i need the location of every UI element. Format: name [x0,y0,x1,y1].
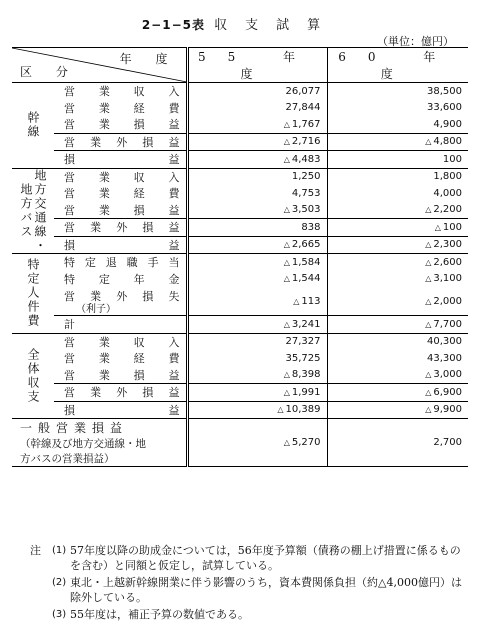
table-row [12,316,468,334]
negative-mark: △ [425,257,432,267]
table-row [12,236,468,254]
value: 43,300 [427,352,462,364]
item-label: 営 業 収 入 [64,335,180,349]
item-cell [54,116,187,133]
value-cell [327,100,468,117]
item-cell [54,100,187,117]
negative-mark: △ [425,240,432,250]
value-cell [187,168,327,185]
negative-mark: △ [425,319,432,329]
item-label: 営 業 経 費 [64,187,180,201]
table-row [12,116,468,133]
negative-mark: △ [283,205,290,215]
value-cell [187,333,327,350]
value: 2,700 [433,437,462,448]
item-cell [54,333,187,350]
value: 3,503 [291,204,321,216]
value-cell [187,401,327,419]
value: 1,250 [291,171,321,183]
value-cell [187,350,327,367]
section-text: 全体収支 [26,347,40,404]
value: 100 [442,221,462,233]
note-text: 57年度以降の助成金については，56年度予算額（債務の棚上げ措置に係るものを含む）と同額と仮定し，試算している。 [70,544,461,572]
section-text: 特定人件費 [26,258,40,329]
value-cell [187,202,327,219]
value: 113 [301,295,321,307]
item-label: 営 業 損 益 [64,368,180,382]
note-3 [30,607,470,622]
item-cell [54,401,187,419]
value: 10,389 [285,404,321,416]
value-cell [327,116,468,133]
item-cell [54,271,187,288]
value-cell [187,384,327,402]
value-cell [187,236,327,254]
header-corner [12,48,187,83]
value-cell [187,151,327,169]
value: 2,600 [433,256,462,268]
negative-mark: △ [283,438,290,447]
negative-mark: △ [283,154,290,164]
value-cell [187,219,327,237]
value-cell [187,287,327,316]
value: 4,000 [433,187,462,199]
item-label: 特 定 年 金 [64,272,180,286]
negative-mark: △ [283,137,290,147]
item-cell [54,367,187,384]
header-section-label: 区 分 [20,65,78,79]
table-row [12,168,468,185]
header-year-label: 年 度 [119,52,178,66]
value: 38,500 [427,85,462,97]
negative-mark: △ [283,387,290,397]
section-text: 地方交通線・地方バス [19,168,47,253]
value: 26,077 [285,85,321,97]
budget-table [12,47,468,467]
negative-mark: △ [283,274,290,284]
table-row [12,219,468,237]
value-cell [327,384,468,402]
value: 2,716 [291,136,321,148]
value: 4,800 [433,136,462,148]
section-label [12,333,54,419]
value: 1,584 [291,256,321,268]
value-cell [327,419,468,467]
item-label: 営 業 外 損 失 [64,289,180,303]
unit-label: （単位：億円） [377,35,454,48]
item-label: 損 益 [64,238,180,252]
item-label: 営 業 損 益 [64,203,180,217]
table-row [12,287,468,316]
value-cell [187,100,327,117]
note-1 [30,543,470,573]
item-label: 営 業 外 損 益 [64,135,180,149]
value-cell [187,419,327,467]
table-number: 2−1−5表 [141,18,205,32]
item-label: 損 益 [64,403,180,417]
header-col-55: 55 年 度 [187,48,327,83]
item-cell [54,236,187,254]
negative-mark: △ [434,222,441,232]
value-cell [187,254,327,271]
general-sub: 方バスの営業損益） [20,453,115,465]
item-cell [54,202,187,219]
item-label: 損 益 [64,153,180,167]
value: 100 [442,153,462,165]
value-cell [327,133,468,151]
value: 2,300 [433,239,462,251]
value-cell [327,83,468,100]
item-cell [54,168,187,185]
value: 8,398 [291,369,321,381]
negative-mark: △ [425,387,432,397]
table-title [0,14,480,33]
negative-mark: △ [425,370,432,380]
value-cell [327,168,468,185]
negative-mark: △ [283,370,290,380]
value: 4,900 [433,118,462,130]
item-cell [54,151,187,169]
value: 4,753 [291,187,321,199]
item-label: 営 業 収 入 [64,170,180,184]
table-row [12,202,468,219]
value-cell [187,83,327,100]
value-cell [327,151,468,169]
value-cell [187,185,327,202]
item-label: 営 業 損 益 [64,118,180,132]
general-title: 一般営業損益 [20,421,129,435]
value-cell [327,236,468,254]
value-cell [327,333,468,350]
value-cell [327,350,468,367]
value-cell [327,219,468,237]
negative-mark: △ [283,319,290,329]
value: 2,200 [433,204,462,216]
value: 3,241 [291,318,321,330]
value-cell [187,271,327,288]
value-cell [327,287,468,316]
note-text: 東北・上越新幹線開業に伴う影響のうち，資本費関係負担（約△4,000億円）は除外している。 [70,576,462,604]
item-label: 営 業 経 費 [64,352,180,366]
value: 1,800 [433,171,462,183]
item-cell [54,219,187,237]
negative-mark: △ [293,296,300,306]
section-label [12,168,54,254]
header-col-60: 60 年 度 [327,48,468,83]
item-cell [54,254,187,271]
table-row [12,100,468,117]
value: 3,000 [433,369,462,381]
negative-mark: △ [425,274,432,284]
value: 1,767 [291,118,321,130]
table-row [12,151,468,169]
value: 6,900 [433,386,462,398]
negative-mark: △ [425,137,432,147]
value: 33,600 [427,102,462,114]
note-mark: 注 [30,544,41,557]
item-label: 営 業 収 入 [64,85,180,99]
value: 9,900 [433,404,462,416]
value: 27,327 [285,336,321,348]
table-row [12,254,468,271]
value: 1,991 [291,386,321,398]
table-row [12,384,468,402]
item-label: 計 [64,318,75,332]
value-cell [327,316,468,334]
value-cell [327,367,468,384]
value: 27,844 [285,102,321,114]
value-cell [187,133,327,151]
table-row [12,83,468,100]
table-row [12,333,468,350]
item-sub: （利子） [76,303,116,315]
value-cell [187,367,327,384]
item-cell [54,350,187,367]
table-row [12,185,468,202]
negative-mark: △ [425,205,432,215]
value: 35,725 [285,352,321,364]
item-cell [54,287,187,316]
value-cell [327,202,468,219]
note-text: 55年度は，補正予算の数値である。 [70,608,249,621]
item-cell [54,185,187,202]
value: 4,483 [291,153,321,165]
negative-mark: △ [283,240,290,250]
item-label: 営 業 経 費 [64,101,180,115]
item-cell [54,83,187,100]
section-label [12,83,54,169]
note-label: (2) [52,577,67,588]
value-cell [327,401,468,419]
table-row-general [12,419,468,467]
note-label: (3) [52,609,67,620]
negative-mark: △ [283,257,290,267]
table-name: 収支試算 [214,18,339,33]
negative-mark: △ [277,405,284,415]
value-cell [187,116,327,133]
value: 2,000 [433,295,462,307]
general-label [12,419,187,467]
value: 5,270 [291,437,321,448]
value-cell [327,254,468,271]
table-row [12,271,468,288]
note-2 [30,575,470,605]
item-cell [54,133,187,151]
section-label [12,254,54,334]
notes [30,543,470,624]
item-label: 営 業 外 損 益 [64,221,180,235]
general-sub: （幹線及び地方交通線・地 [20,438,146,450]
item-label: 営 業 外 損 益 [64,386,180,400]
value: 1,544 [291,273,321,285]
value: 7,700 [433,318,462,330]
value: 838 [301,221,321,233]
negative-mark: △ [425,405,432,415]
value: 3,100 [433,273,462,285]
value: 40,300 [427,336,462,348]
table-body [12,83,468,467]
item-label: 特 定 退 職 手 当 [64,256,180,270]
table-row [12,367,468,384]
negative-mark: △ [425,296,432,306]
item-cell [54,384,187,402]
value-cell [327,185,468,202]
section-text: 幹線 [26,111,40,140]
table-row [12,133,468,151]
value: 2,665 [291,239,321,251]
item-cell [54,316,187,334]
value-cell [187,316,327,334]
table-row [12,350,468,367]
note-label: (1) [52,545,67,556]
table-row [12,401,468,419]
value-cell [327,271,468,288]
negative-mark: △ [283,119,290,129]
